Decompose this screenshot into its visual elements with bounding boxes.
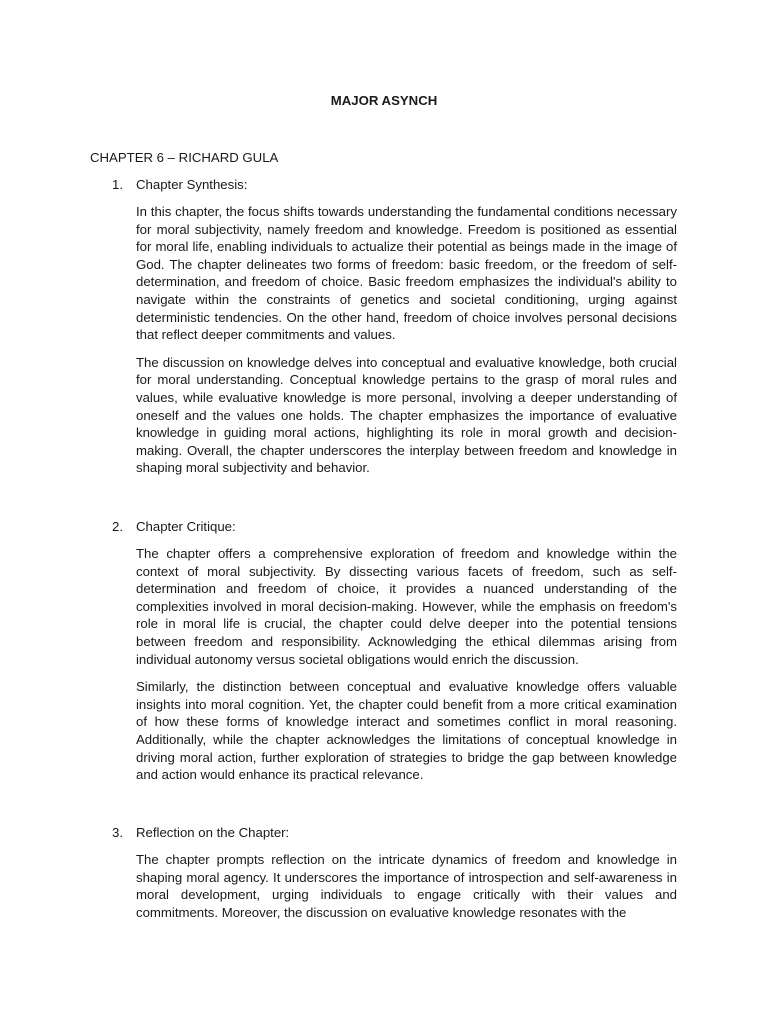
paragraph: Similarly, the distinction between conceptual and evaluative knowledge offers valuable insights into moral cognition. Yet, the chapter could benefit from a more critical examination of how these forms of knowledge interact and sometimes conflict in moral reasoning. Additionally, while the chapter acknowledges the limitations of conceptual knowledge in driving moral action, further exploration of strategies to bridge the gap between knowledge and action would enhance its practical relevance. <box>136 679 677 783</box>
section-body <box>136 851 677 931</box>
section-heading <box>112 824 289 842</box>
paragraph: The chapter prompts reflection on the intricate dynamics of freedom and knowledge in shaping moral agency. It underscores the importance of introspection and self-awareness in moral development, urging individuals to engage critically with their values and commitments. Moreover, the discussion on evaluative knowledge resonates with the <box>136 852 677 920</box>
section-title: Chapter Synthesis: <box>136 177 248 192</box>
section-heading <box>112 176 247 194</box>
section-title: Reflection on the Chapter: <box>136 825 290 840</box>
paragraph: In this chapter, the focus shifts towards understanding the fundamental conditions necessary for moral subjectivity, namely freedom and knowledge. Freedom is positioned as essential for moral life, enabling individuals to actualize their potential as beings made in the image of God. The chapter delineates two forms of freedom: basic freedom, or the freedom of self-determination, and freedom of choice. Basic freedom emphasizes the individual's ability to navigate within the constraints of genetics and societal conditioning, urging against deterministic tendencies. On the other hand, freedom of choice involves personal decisions that reflect deeper commitments and values. <box>136 204 677 343</box>
document-title: MAJOR ASYNCH <box>330 93 438 108</box>
section-body <box>136 203 677 487</box>
chapter-heading: CHAPTER 6 – RICHARD GULA <box>90 150 279 165</box>
paragraph: The discussion on knowledge delves into conceptual and evaluative knowledge, both crucial for moral understanding. Conceptual knowledge pertains to the grasp of moral rules and values, while evaluative knowledge is more personal, involving a deeper understanding of oneself and the values one holds. The chapter emphasizes the importance of evaluative knowledge in guiding moral actions, highlighting its role in moral growth and decision-making. Overall, the chapter underscores the interplay between freedom and knowledge in shaping moral subjectivity and behavior. <box>136 354 677 476</box>
paragraph: The chapter offers a comprehensive exploration of freedom and knowledge within the context of moral subjectivity. By dissecting various facets of freedom, such as self-determination and freedom of choice, it provides a nuanced understanding of the complexities involved in moral decision-making. However, while the emphasis on freedom's role in moral life is crucial, the chapter could delve deeper into the potential tensions between freedom and responsibility. Acknowledging the ethical dilemmas arising from individual autonomy versus societal obligations would enrich the discussion. <box>136 546 677 667</box>
section-number: 3. <box>112 825 123 840</box>
section-number: 1. <box>112 177 123 192</box>
section-title: Chapter Critique: <box>136 519 236 534</box>
section-heading <box>112 518 236 536</box>
section-number: 2. <box>112 519 123 534</box>
section-body <box>136 545 677 794</box>
